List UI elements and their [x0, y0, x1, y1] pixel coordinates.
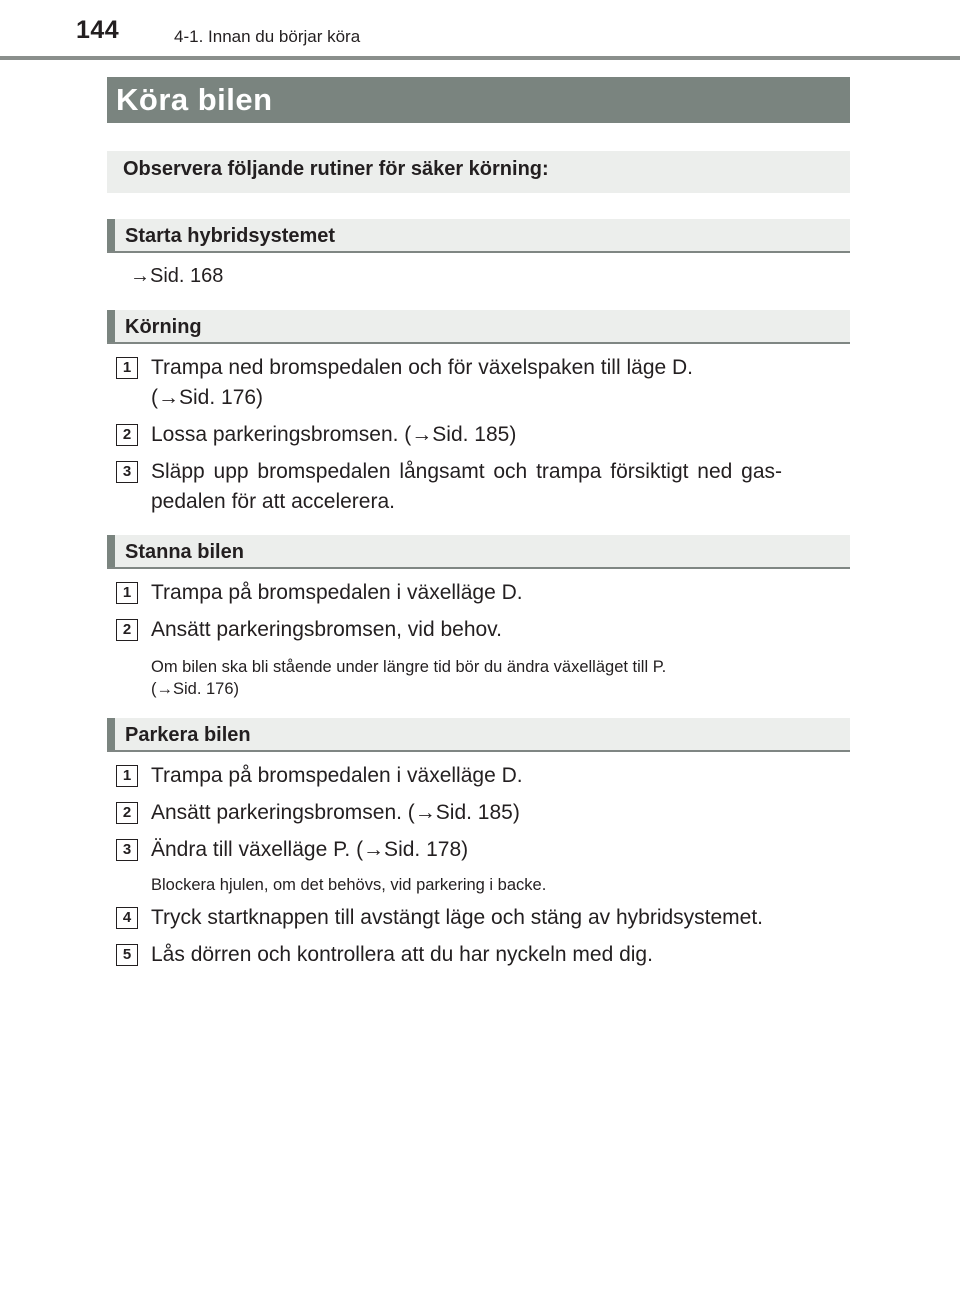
page-number: 144	[76, 16, 120, 44]
note-text: Om bilen ska bli stående under längre tid bör du ändra växelläget till P.	[151, 658, 667, 676]
step-number: 1	[116, 582, 138, 604]
step-text-continued: pedalen för att accelerera.	[151, 490, 395, 513]
section-heading-label: Stanna bilen	[125, 541, 244, 563]
page-title: Köra bilen	[116, 82, 273, 117]
section-heading-start	[107, 219, 850, 253]
step-text-continued: (→Sid. 176)	[151, 386, 264, 409]
step-number: 4	[116, 907, 138, 929]
step-text: Trampa på bromspedalen i växelläge D.	[151, 764, 523, 787]
step-text: Trampa ned bromspedalen och för växelspaken till läge D.	[151, 356, 694, 379]
note-text-continued: (→Sid. 176)	[151, 680, 240, 698]
step-number: 1	[116, 357, 138, 379]
note-text: Blockera hjulen, om det behövs, vid parkering i backe.	[151, 876, 547, 894]
section-heading-label: Körning	[125, 316, 202, 338]
step-text: Ansätt parkeringsbromsen. (→Sid. 185)	[151, 801, 520, 824]
step-number: 2	[116, 619, 138, 641]
step-text: Tryck startknappen till avstängt läge och stäng av hybridsystemet.	[151, 906, 764, 929]
intro-text: Observera följande rutiner för säker körning:	[123, 158, 549, 180]
step-number: 3	[116, 839, 138, 861]
step-text: Ändra till växelläge P. (→Sid. 178)	[151, 838, 469, 861]
step-text: Ansätt parkeringsbromsen, vid behov.	[151, 618, 502, 641]
step-number: 5	[116, 944, 138, 966]
section-heading-label: Starta hybridsystemet	[125, 225, 336, 247]
step-number: 2	[116, 802, 138, 824]
step-number: 2	[116, 424, 138, 446]
reference-link[interactable]: →Sid. 168	[130, 265, 224, 287]
chapter-title: 4-1. Innan du börjar köra	[174, 27, 361, 46]
step-number: 1	[116, 765, 138, 787]
section-heading-parking	[107, 718, 850, 752]
step-text: Lossa parkeringsbromsen. (→Sid. 185)	[151, 423, 517, 446]
page-title-bar	[107, 77, 850, 123]
step-text: Trampa på bromspedalen i växelläge D.	[151, 581, 523, 604]
section-heading-driving	[107, 310, 850, 344]
section-heading-stopping	[107, 535, 850, 569]
header-divider	[0, 56, 960, 60]
section-heading-label: Parkera bilen	[125, 724, 251, 746]
intro-box	[107, 151, 850, 193]
step-text: Släpp upp bromspedalen långsamt och trampa försiktigt ned gas-	[151, 460, 783, 483]
step-number: 3	[116, 461, 138, 483]
step-text: Lås dörren och kontrollera att du har nyckeln med dig.	[151, 943, 653, 966]
